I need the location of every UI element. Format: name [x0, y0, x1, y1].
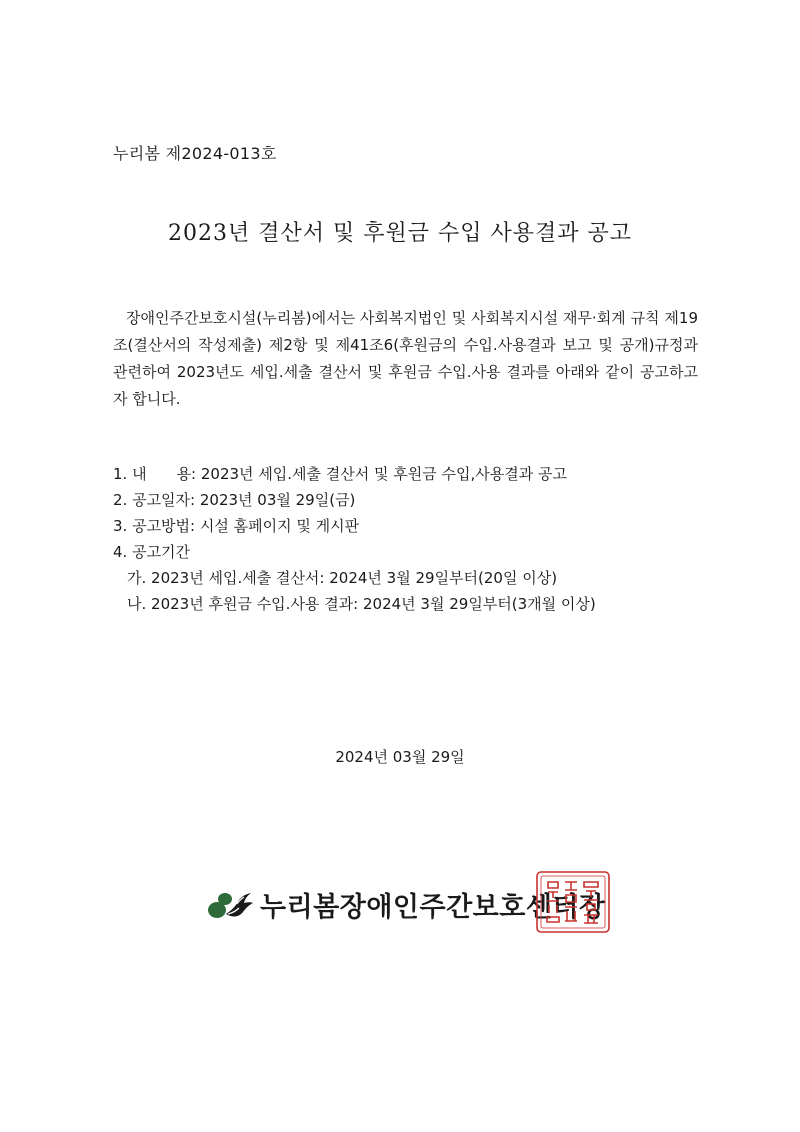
notice-item-content: 1. 내 용: 2023년 세입.세출 결산서 및 후원금 수입,사용결과 공고: [113, 465, 568, 483]
document-title: 2023년 결산서 및 후원금 수입 사용결과 공고: [168, 221, 632, 246]
intro-paragraph: 장애인주간보호시설(누리봄)에서는 사회복지법인 및 사회복지시설 재무·회계 규칙 제19조(결산서의 작성제출) 제2항 및 제41조6(후원금의 수입.사용결과 보고 및 공개)규정과 관련하여 2023년도 세입.세출 결산서 및 후원금 수입.사용 결과를 아래와 같이 공고하고자 합니다.: [113, 309, 698, 408]
dove-leaf-logo-icon: [206, 884, 254, 924]
document-date: 2024년 03월 29일: [335, 748, 465, 766]
official-seal-icon: [535, 870, 611, 934]
notice-item-period: 4. 공고기간: [113, 543, 191, 561]
notice-subitem-settlement: 가. 2023년 세입.세출 결산서: 2024년 3월 29일부터(20일 이상): [127, 569, 558, 587]
organization-name: 누리봄장애인주간보호센터장: [260, 891, 606, 923]
notice-item-date: 2. 공고일자: 2023년 03월 29일(금): [113, 491, 356, 509]
notice-subitem-donation: 나. 2023년 후원금 수입.사용 결과: 2024년 3월 29일부터(3개월 이상): [127, 595, 596, 613]
document-number: 누리봄 제2024-013호: [113, 144, 277, 163]
notice-item-method: 3. 공고방법: 시설 홈페이지 및 게시판: [113, 517, 360, 535]
notice-items: [113, 461, 596, 617]
